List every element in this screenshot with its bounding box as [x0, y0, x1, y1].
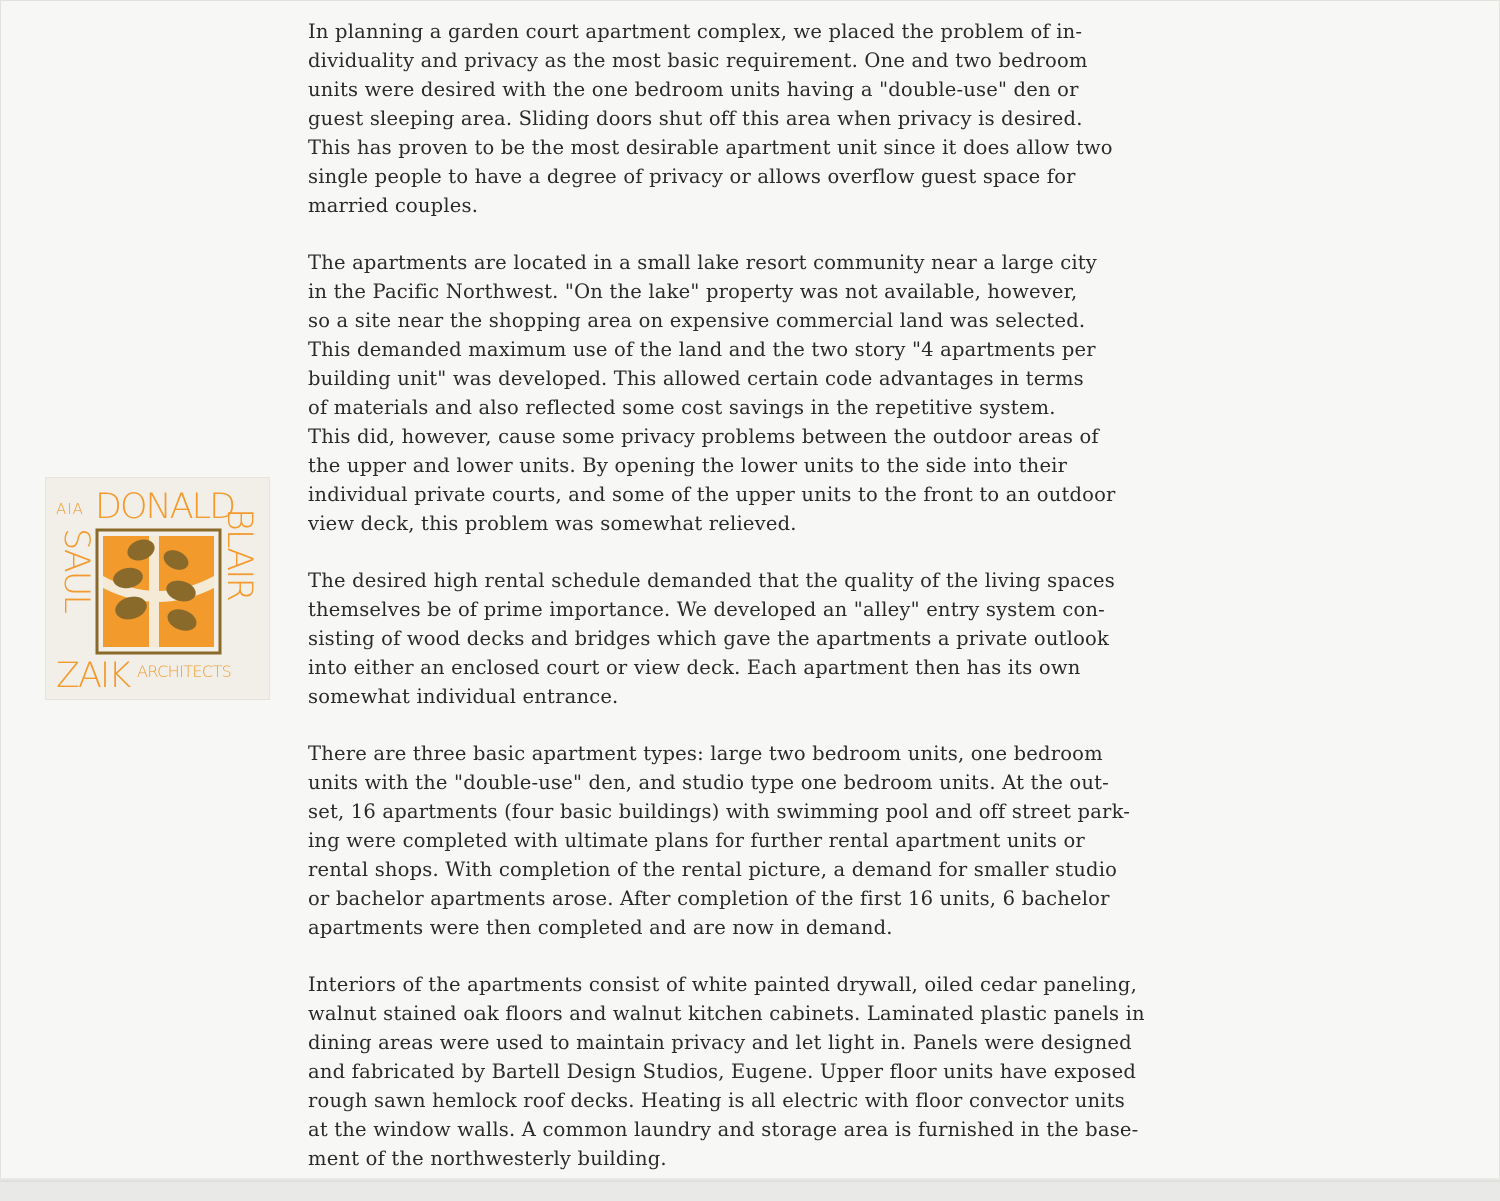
- body-text: [308, 17, 1288, 1201]
- text-line: dividuality and privacy as the most basic requirement. One and two bedroom: [308, 49, 1088, 72]
- text-line: apartments were then completed and are now in demand.: [308, 916, 893, 939]
- text-line: guest sleeping area. Sliding doors shut off this area when privacy is desired.: [308, 107, 1083, 130]
- logo-zaik-text: ZAIK: [56, 656, 130, 696]
- text-line: single people to have a degree of privacy or allows overflow guest space for: [308, 165, 1076, 188]
- paragraph: [308, 248, 1288, 538]
- text-line: There are three basic apartment types: large two bedroom units, one bedroom: [308, 742, 1103, 765]
- text-line: The apartments are located in a small lake resort community near a large city: [308, 251, 1098, 274]
- text-line: sisting of wood decks and bridges which gave the apartments a private outlook: [308, 627, 1109, 650]
- text-line: the upper and lower units. By opening the lower units to the side into their: [308, 454, 1068, 477]
- paragraph: [308, 566, 1288, 711]
- text-line: so a site near the shopping area on expensive commercial land was selected.: [308, 309, 1086, 332]
- text-line: of materials and also reflected some cost savings in the repetitive system.: [308, 396, 1056, 419]
- text-line: in the Pacific Northwest. "On the lake" property was not available, however,: [308, 280, 1078, 303]
- text-line: building unit" was developed. This allowed certain code advantages in terms: [308, 367, 1084, 390]
- text-line: units were desired with the one bedroom units having a "double-use" den or: [308, 78, 1079, 101]
- text-line: set, 16 apartments (four basic buildings) with swimming pool and off street park-: [308, 800, 1131, 823]
- text-line: married couples.: [308, 194, 479, 217]
- text-line: In planning a garden court apartment complex, we placed the problem of in-: [308, 20, 1083, 43]
- paragraph: [308, 970, 1288, 1173]
- architects-logo: [45, 477, 270, 700]
- text-line: dining areas were used to maintain privacy and let light in. Panels were designed: [308, 1031, 1132, 1054]
- logo-architects-text: ARCHITECTS: [137, 662, 232, 681]
- text-line: ment of the northwesterly building.: [308, 1147, 667, 1170]
- page-bottom-edge: [0, 1178, 1500, 1182]
- text-line: themselves be of prime importance. We developed an "alley" entry system con-: [308, 598, 1105, 621]
- text-line: rough sawn hemlock roof decks. Heating is all electric with floor convector units: [308, 1089, 1125, 1112]
- text-line: at the window walls. A common laundry and storage area is furnished in the base-: [308, 1118, 1139, 1141]
- paragraph: [308, 17, 1288, 220]
- text-line: individual private courts, and some of the upper units to the front to an outdoor: [308, 483, 1116, 506]
- logo-aia-text: AIA: [56, 500, 84, 518]
- text-line: Interiors of the apartments consist of white painted drywall, oiled cedar paneling,: [308, 973, 1138, 996]
- text-line: walnut stained oak floors and walnut kitchen cabinets. Laminated plastic panels in: [308, 1002, 1145, 1025]
- logo-donald-text: DONALD: [95, 487, 235, 527]
- text-line: This demanded maximum use of the land and the two story "4 apartments per: [308, 338, 1096, 361]
- text-line: rental shops. With completion of the rental picture, a demand for smaller studio: [308, 858, 1118, 881]
- text-line: This has proven to be the most desirable apartment unit since it does allow two: [308, 136, 1113, 159]
- text-line: ing were completed with ultimate plans for further rental apartment units or: [308, 829, 1085, 852]
- logo-saul-text: SAUL: [56, 528, 96, 612]
- text-line: into either an enclosed court or view deck. Each apartment then has its own: [308, 656, 1081, 679]
- text-line: units with the "double-use" den, and studio type one bedroom units. At the out-: [308, 771, 1109, 794]
- logo-blair-text: BLAIR: [219, 508, 259, 600]
- text-line: or bachelor apartments arose. After completion of the first 16 units, 6 bachelor: [308, 887, 1110, 910]
- text-line: and fabricated by Bartell Design Studios, Eugene. Upper floor units have exposed: [308, 1060, 1137, 1083]
- text-line: The desired high rental schedule demanded that the quality of the living spaces: [308, 569, 1115, 592]
- paragraph: [308, 739, 1288, 942]
- text-line: somewhat individual entrance.: [308, 685, 619, 708]
- text-line: view deck, this problem was somewhat relieved.: [308, 512, 797, 535]
- text-line: This did, however, cause some privacy problems between the outdoor areas of: [308, 425, 1099, 448]
